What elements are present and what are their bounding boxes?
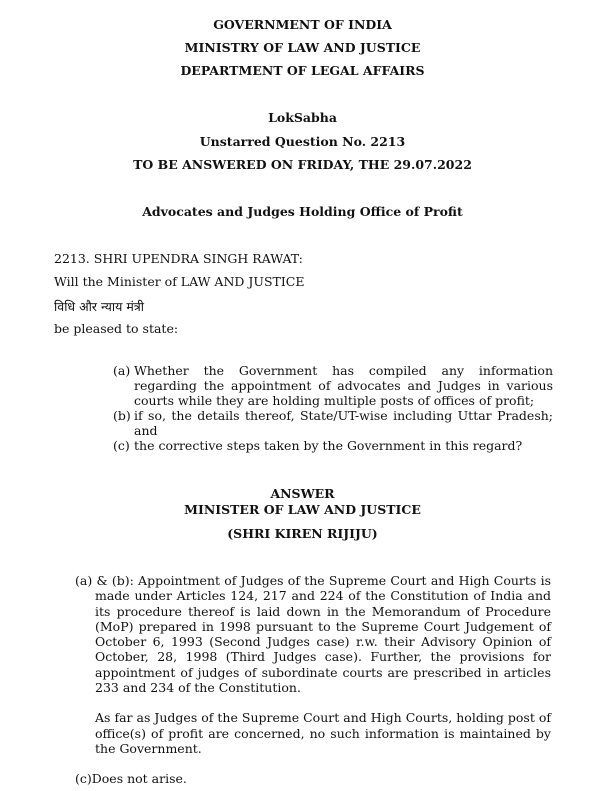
header-ministry: MINISTRY OF LAW AND JUSTICE (184, 40, 421, 55)
answer-paragraph-ab: (a) & (b): Appointment of Judges of the Supreme Court and High Courts is made under Articles 124, 217 and 224 of the Constitution of India and its procedure thereof is laid down in the Memorandum of Procedure (MoP) prepared in 1998 pursuant to the Supreme Court Judgement of October 6, 1993 (Second Judges case) r.w. their Advisory Opinion of October, 28, 1998 (Third Judges case). Further, the provisions for appointment of judges of subordinate courts are prescribed in articles 233 and 234 of the Constitution. (75, 573, 551, 696)
house-name: LokSabha (268, 110, 337, 125)
question-part-mark: (b) (113, 408, 131, 423)
answer-body (75, 573, 551, 787)
pleased-to-state: be pleased to state: (54, 321, 179, 336)
question-parts (113, 363, 553, 453)
question-part-text: Whether the Government has compiled any information regarding the appointment of advocates and Judges in various courts while they are holding multiple posts of offices of profit; (134, 363, 553, 408)
question-asker: 2213. SHRI UPENDRA SINGH RAWAT: (54, 251, 303, 266)
answer-paragraph-c: (c)Does not arise. (75, 771, 187, 787)
answer-minister-name: (SHRI KIREN RIJIJU) (227, 526, 378, 541)
answer-heading: ANSWER (270, 486, 335, 501)
answer-minister-title: MINISTER OF LAW AND JUSTICE (184, 502, 421, 517)
question-part-mark: (a) (113, 363, 131, 378)
answer-date: TO BE ANSWERED ON FRIDAY, THE 29.07.2022 (133, 157, 472, 172)
question-part-mark: (c) (113, 438, 130, 453)
header-department: DEPARTMENT OF LEGAL AFFAIRS (180, 63, 425, 78)
minister-line: Will the Minister of LAW AND JUSTICE (54, 274, 305, 289)
minister-line-hindi: विधि और न्याय मंत्री (54, 299, 144, 314)
header-government: GOVERNMENT OF INDIA (213, 17, 392, 32)
question-part (113, 438, 553, 453)
question-number: Unstarred Question No. 2213 (199, 134, 406, 149)
question-part-text: if so, the details thereof, State/UT-wise including Uttar Pradesh; and (134, 408, 553, 438)
question-part (113, 408, 553, 438)
subject-title: Advocates and Judges Holding Office of Profit (142, 204, 463, 219)
answer-paragraph-info: As far as Judges of the Supreme Court and High Courts, holding post of office(s) of profit are concerned, no such information is maintained by the Government. (95, 710, 551, 756)
question-part-text: the corrective steps taken by the Government in this regard? (134, 438, 523, 453)
question-part (113, 363, 553, 408)
